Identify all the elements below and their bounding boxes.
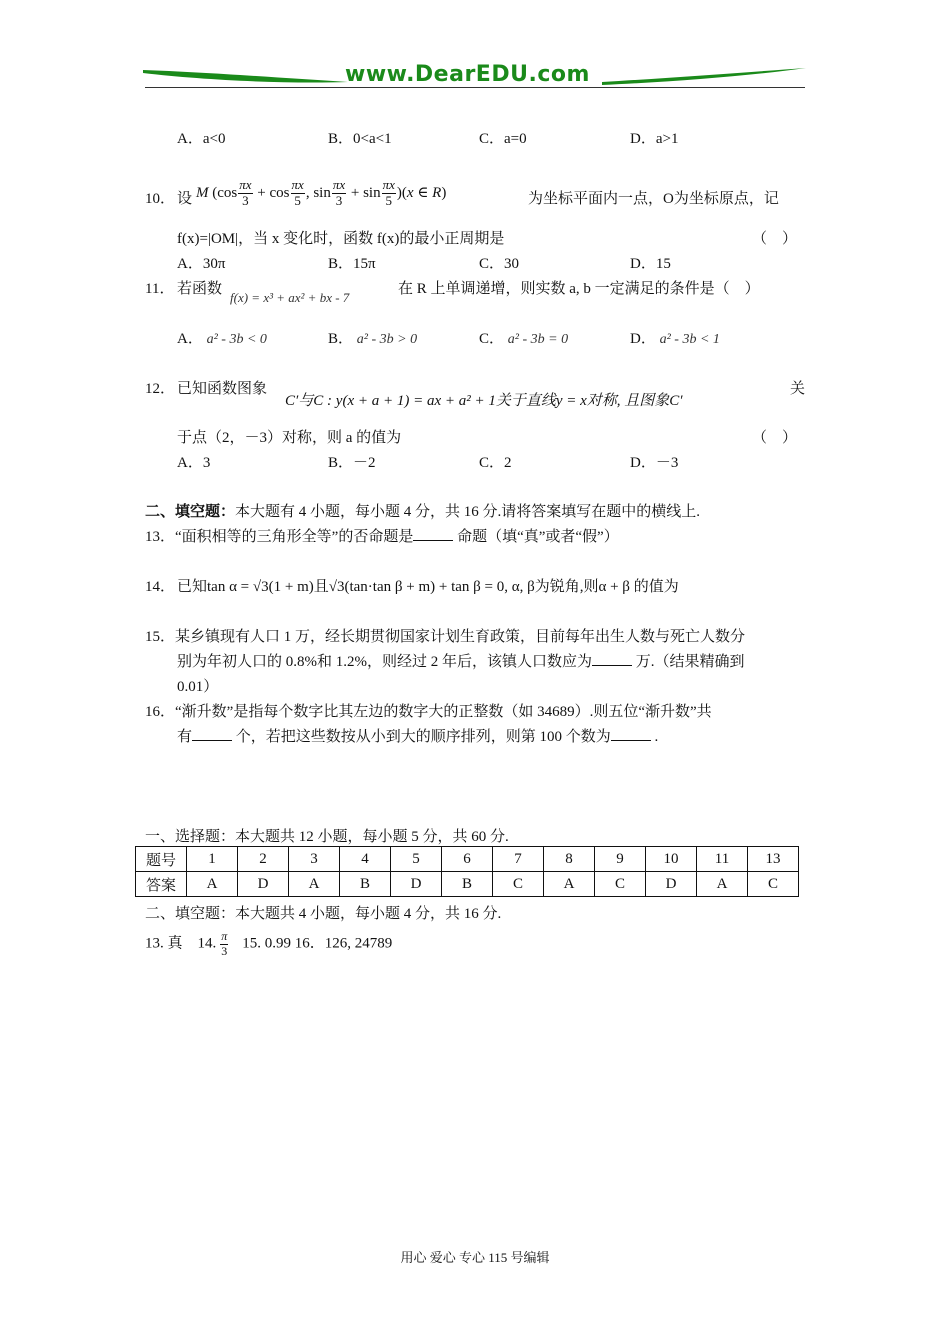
answer-table-cell: D <box>646 872 697 897</box>
answer-table-cell: B <box>442 872 493 897</box>
answer-table-cell: 9 <box>595 847 646 872</box>
q16-blank-1 <box>192 726 232 741</box>
section2-heading <box>145 500 700 521</box>
answer-table-answer-row <box>136 872 799 897</box>
answer-table-cell: D <box>238 872 289 897</box>
header-swoosh-left <box>143 64 353 88</box>
q16-line2: 有 个，若把这些数按从小到大的顺序排列，则第 100 个数为 . <box>177 725 658 746</box>
q12-answer-paren: （ ） <box>752 430 798 446</box>
q11-number: 11． <box>145 281 175 297</box>
answer-table-cell: 11 <box>697 847 748 872</box>
answers-heading1: 一、选择题：本大题共 12 小题，每小题 5 分，共 60 分. <box>145 829 509 845</box>
q9-option-a: A．a<0 <box>177 131 226 147</box>
answer-table-cell: 1 <box>187 847 238 872</box>
answer-table-cell: A <box>544 872 595 897</box>
q16-line1: 16．“渐升数”是指每个数字比其左边的数字大的正整数（如 34689）.则五位“渐升数”共 <box>145 704 712 720</box>
answer-table-cell: C <box>748 872 799 897</box>
q10-prefix: 设 <box>177 191 193 207</box>
fill-frac-den: 3 <box>221 943 228 958</box>
header-swoosh-right <box>600 64 808 88</box>
q12-option-c: C．2 <box>479 455 512 471</box>
q11-prefix: 若函数 <box>177 281 223 297</box>
q10-number: 10． <box>145 191 176 207</box>
q15-line2: 别为年初人口的 0.8%和 1.2%，则经过 2 年后，该镇人口数应为 万.（结果精确到 <box>177 650 745 671</box>
q10-formula: M (cos $\frac{\pi x}{3}$ + cos $\frac{\pi x}{5}$ , sin $\frac{\pi x}{3}$ + sin $\frac{\pi x}{5}$ )(x ∈ R) <box>196 177 447 208</box>
answer-table-cell: 13 <box>748 847 799 872</box>
q10-option-c: C．30 <box>479 256 520 272</box>
answer-table-cell: 7 <box>493 847 544 872</box>
q13-blank <box>413 526 453 541</box>
q9-option-d: D．a>1 <box>630 131 679 147</box>
section2-text: 本大题有 4 小题，每小题 4 分，共 16 分.请将答案填写在题中的横线上. <box>235 504 701 520</box>
answer-table-cell: C <box>595 872 646 897</box>
answer-table-cell: 2 <box>238 847 289 872</box>
q15-line1: 15．某乡镇现有人口 1 万，经长期贯彻国家计划生育政策，目前每年出生人数与死亡人数分 <box>145 629 746 645</box>
q15-line3: 0.01） <box>177 679 219 695</box>
q11-option-c: C． a² - 3b = 0 <box>479 331 569 347</box>
q12-formula: C′与C : y(x + a + 1) = ax + a² + 1关于直线y = x对称, 且图象C′ <box>285 393 683 409</box>
answer-table-cell: 题号 <box>136 847 187 872</box>
q11-option-b-formula: a² - 3b > 0 <box>356 332 418 347</box>
answer-table-cell: C <box>493 872 544 897</box>
q10-line2: f(x)=|OM|，当 x 变化时，函数 f(x)的最小正周期是 <box>177 231 505 247</box>
q10-answer-paren: （ ） <box>752 231 798 247</box>
answer-table-cell: 6 <box>442 847 493 872</box>
q10-option-d: D．15 <box>630 256 671 272</box>
q13: 13．“面积相等的三角形全等”的否命题是 命题（填“真”或者“假”） <box>145 525 619 546</box>
answer-table-cell: 8 <box>544 847 595 872</box>
q12-tail: 关 <box>790 381 806 397</box>
section2-title: 二、填空题： <box>145 504 236 520</box>
answer-table-cell: B <box>340 872 391 897</box>
fill-frac-num: π <box>221 929 228 943</box>
site-logo: www.DearEDU.com <box>345 62 590 87</box>
answers-heading2: 二、填空题：本大题共 4 小题，每小题 4 分，共 16 分. <box>145 906 502 922</box>
q11-tail: 在 R 上单调递增，则实数 a, b 一定满足的条件是（ ） <box>398 281 760 297</box>
q12-number: 12． <box>145 381 176 397</box>
answer-table-cell: 4 <box>340 847 391 872</box>
answer-table-cell: A <box>187 872 238 897</box>
q11-option-a: A． a² - 3b < 0 <box>177 331 267 347</box>
q16-blank-2 <box>611 726 651 741</box>
q9-option-b: B．0<a<1 <box>328 131 392 147</box>
page-footer: 用心 爱心 专心 115 号编辑 <box>400 1250 550 1265</box>
answer-table-cell: D <box>391 872 442 897</box>
answer-table-cell: A <box>697 872 748 897</box>
q10-option-b: B．15π <box>328 256 376 272</box>
q12-option-b: B．－2 <box>328 455 376 471</box>
q12-option-d: D．－3 <box>630 455 679 471</box>
q9-option-c: C．a=0 <box>479 131 527 147</box>
fill-answers: 13. 真 14. $\frac{\pi}{3}$ 15. 0.99 16．126, 24789 <box>145 929 393 958</box>
q11-option-d-formula: a² - 3b < 1 <box>659 332 720 347</box>
answer-table-cell: 10 <box>646 847 697 872</box>
q11-option-c-formula: a² - 3b = 0 <box>507 332 569 347</box>
q15-blank <box>592 651 632 666</box>
q12-line2: 于点（2，－3）对称，则 a 的值为 <box>177 430 402 446</box>
q10-tail: 为坐标平面内一点，O为坐标原点，记 <box>528 191 779 207</box>
q11-option-d: D． a² - 3b < 1 <box>630 331 720 347</box>
q12-option-a: A．3 <box>177 455 211 471</box>
q10-option-a: A．30π <box>177 256 226 272</box>
answer-table <box>135 846 799 897</box>
q11-option-b: B． a² - 3b > 0 <box>328 331 418 347</box>
answer-table-cell: 5 <box>391 847 442 872</box>
answer-table-header-row <box>136 847 799 872</box>
q14-formula: 已知tan α = √3(1 + m)且√3(tan·tan β + m) + tan β = 0, α, β为锐角,则α + β 的值为 <box>177 579 679 595</box>
header-rule <box>145 87 805 88</box>
answer-table-cell: A <box>289 872 340 897</box>
q14-number: 14． <box>145 579 176 595</box>
answer-table-cell: 答案 <box>136 872 187 897</box>
q12-prefix: 已知函数图象 <box>177 381 268 397</box>
q11-formula: f(x) = x³ + ax² + bx - 7 <box>230 290 350 305</box>
answer-table-cell: 3 <box>289 847 340 872</box>
q11-option-a-formula: a² - 3b < 0 <box>206 332 267 347</box>
